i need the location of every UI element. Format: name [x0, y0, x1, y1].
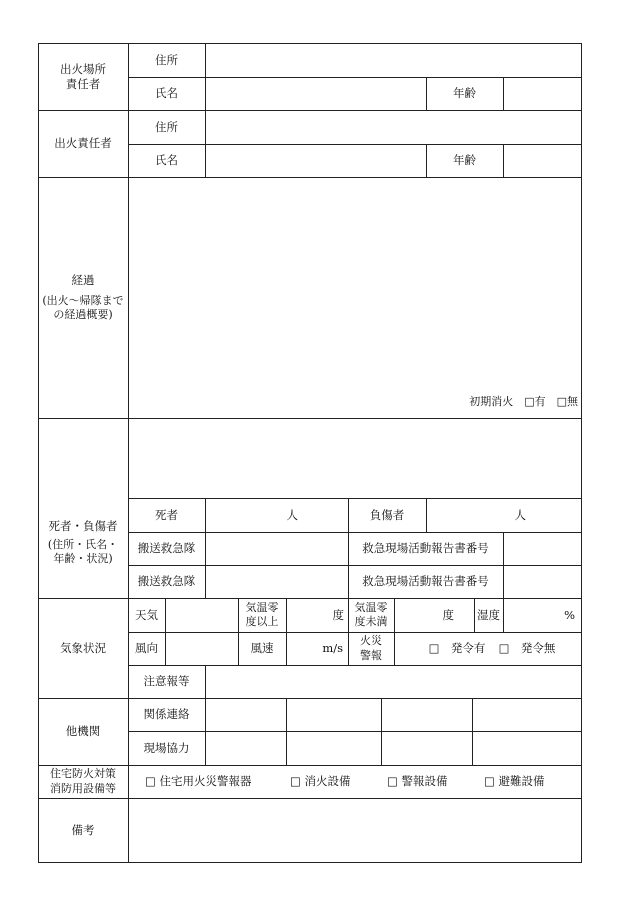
- remarks-label: 備考: [71, 822, 95, 837]
- related-contact-fields[interactable]: [205, 698, 581, 731]
- border-right: [581, 43, 582, 863]
- casualties-label-cell: [38, 418, 128, 598]
- initial-extinguish-checkboxes[interactable]: 初期消火 □有 □無: [469, 394, 578, 408]
- progress-field[interactable]: [128, 177, 581, 418]
- ems-report-number-label-2: 救急現場活動報告書番号: [362, 574, 489, 589]
- wind-speed-label: 風速: [250, 641, 274, 656]
- progress-label-cell: [38, 177, 128, 418]
- weather-condition-label: 天気: [135, 607, 158, 622]
- other-agencies-label: 他機関: [65, 724, 101, 739]
- casualties-label: 死者・負傷者: [48, 519, 118, 534]
- dead-label: 死者: [155, 507, 178, 522]
- wind-direction-field[interactable]: [165, 632, 238, 665]
- fire-site-manager-address-field[interactable]: [205, 43, 581, 77]
- fire-site-manager-name-label: 氏名: [155, 86, 178, 101]
- temp-above-zero-label: 気温零 度以上: [245, 600, 279, 628]
- fire-responsible-label: 出火責任者: [54, 136, 112, 151]
- wind-direction-label: 風向: [135, 641, 158, 656]
- transport-unit-field-1[interactable]: [205, 532, 348, 565]
- temp-below-zero-unit[interactable]: 度: [442, 607, 454, 622]
- advisory-field[interactable]: [205, 665, 581, 698]
- temp-above-zero-unit[interactable]: 度: [332, 607, 344, 622]
- alarm-equipment-checkbox[interactable]: □ 警報設備: [387, 774, 448, 789]
- weather-condition-field[interactable]: [165, 598, 238, 632]
- border-bottom: [38, 862, 582, 863]
- warning-issued-checkbox[interactable]: □ 発令有: [428, 641, 486, 656]
- casualties-details-field[interactable]: [128, 418, 581, 498]
- ems-report-number-label-1: 救急現場活動報告書番号: [362, 541, 489, 556]
- onsite-cooperation-fields[interactable]: [205, 731, 581, 765]
- fire-responsible-address-field[interactable]: [205, 110, 581, 144]
- ems-report-number-field-2[interactable]: [503, 565, 581, 598]
- casualties-note: (住所・氏名・ 年齢・状況): [47, 538, 119, 566]
- fire-responsible-age-field[interactable]: [503, 144, 581, 177]
- fire-site-manager-age-field[interactable]: [503, 77, 581, 110]
- wind-speed-unit[interactable]: m/s: [322, 641, 343, 656]
- transport-unit-label-2: 搬送救急隊: [137, 574, 196, 589]
- warning-not-issued-checkbox[interactable]: □ 発令無: [498, 641, 556, 656]
- progress-note: (出火～帰隊まで の経過概要): [42, 293, 124, 321]
- humidity-label: 湿度: [477, 607, 500, 622]
- dead-count-unit[interactable]: 人: [286, 507, 298, 522]
- fire-site-manager-label: 出火場所 責任者: [60, 61, 106, 91]
- injured-label: 負傷者: [369, 507, 405, 522]
- humidity-unit[interactable]: %: [564, 607, 575, 622]
- fire-responsible-age-label: 年齢: [453, 153, 476, 168]
- fire-site-manager-address-label: 住所: [155, 52, 178, 67]
- transport-unit-field-2[interactable]: [205, 565, 348, 598]
- residential-fire-prevention-label: 住宅防火対策 消防用設備等: [50, 767, 116, 795]
- residential-alarm-checkbox[interactable]: □ 住宅用火災警報器: [145, 774, 252, 789]
- onsite-cooperation-label: 現場協力: [143, 740, 190, 755]
- fire-responsible-address-label: 住所: [155, 119, 178, 134]
- fire-site-manager-age-label: 年齢: [453, 86, 476, 101]
- extinguishing-equipment-checkbox[interactable]: □ 消火設備: [290, 774, 351, 789]
- advisory-label: 注意報等: [143, 674, 190, 689]
- transport-unit-label-1: 搬送救急隊: [137, 541, 196, 556]
- progress-label: 経過: [71, 272, 95, 287]
- ems-report-number-field-1[interactable]: [503, 532, 581, 565]
- evacuation-equipment-checkbox[interactable]: □ 避難設備: [484, 774, 545, 789]
- related-contact-label: 関係連絡: [143, 707, 190, 722]
- remarks-field[interactable]: [128, 798, 581, 862]
- weather-label: 気象状況: [60, 640, 106, 655]
- fire-responsible-name-label: 氏名: [155, 153, 178, 168]
- fire-site-manager-name-field[interactable]: [205, 77, 426, 110]
- fire-warning-label: 火災 警報: [360, 634, 382, 662]
- fire-responsible-name-field[interactable]: [205, 144, 426, 177]
- injured-count-unit[interactable]: 人: [514, 507, 526, 522]
- temp-below-zero-label: 気温零 度未満: [354, 600, 388, 628]
